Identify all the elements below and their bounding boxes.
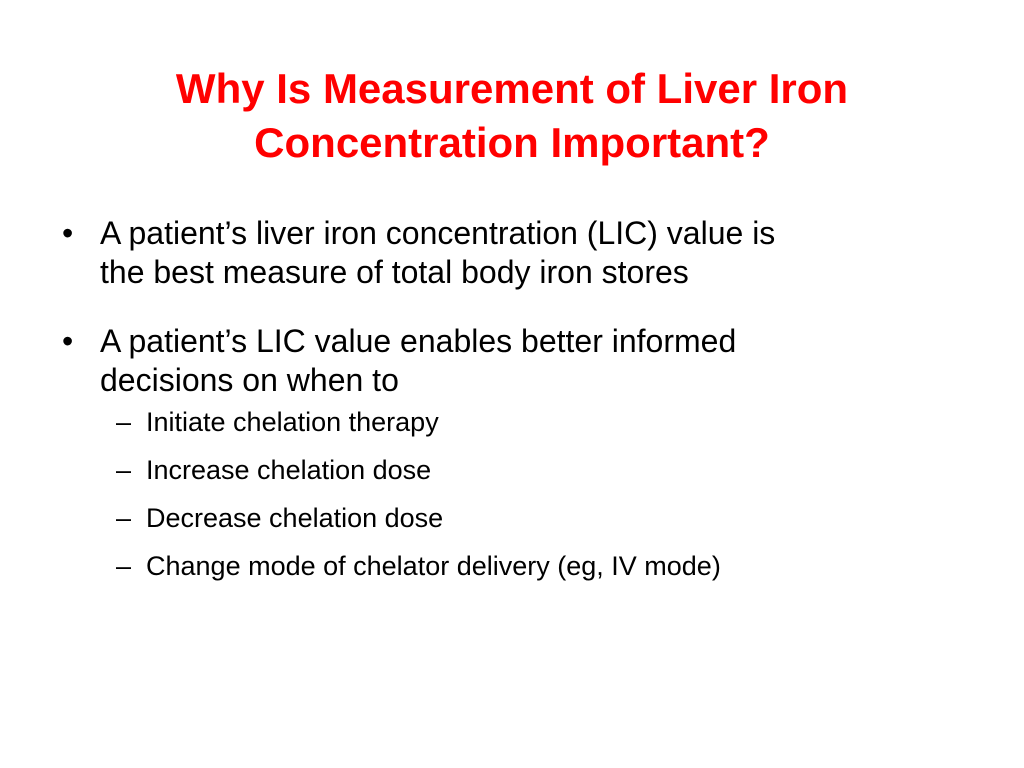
bullet-text-line: A patient’s LIC value enables better informed <box>100 323 737 359</box>
sub-bullet-list <box>100 406 982 583</box>
bullet-text-line: A patient’s liver iron concentration (LIC) value is <box>100 215 776 251</box>
sub-bullet-text: Initiate chelation therapy <box>146 407 439 437</box>
bullet-text-line: decisions on when to <box>100 362 399 398</box>
bullet-item <box>62 214 982 292</box>
sub-bullet-text: Increase chelation dose <box>146 455 432 485</box>
sub-bullet-item <box>100 406 982 439</box>
sub-bullet-marker: – <box>116 551 132 581</box>
sub-bullet-text: Decrease chelation dose <box>146 503 444 533</box>
bullet-list <box>62 214 982 613</box>
sub-bullet-marker: – <box>116 455 132 485</box>
slide-title-line: Why Is Measurement of Liver Iron <box>175 65 849 112</box>
slide-title <box>40 62 984 170</box>
bullet-marker: • <box>62 323 74 359</box>
sub-bullet-marker: – <box>116 503 132 533</box>
bullet-item <box>62 322 982 583</box>
sub-bullet-marker: – <box>116 407 132 437</box>
sub-bullet-item <box>100 502 982 535</box>
sub-bullet-item <box>100 454 982 487</box>
sub-bullet-item <box>100 550 982 583</box>
sub-bullet-text: Change mode of chelator delivery (eg, IV mode) <box>146 551 721 581</box>
slide-title-line: Concentration Important? <box>254 119 770 166</box>
bullet-text-line: the best measure of total body iron stores <box>100 254 689 290</box>
bullet-marker: • <box>62 215 74 251</box>
